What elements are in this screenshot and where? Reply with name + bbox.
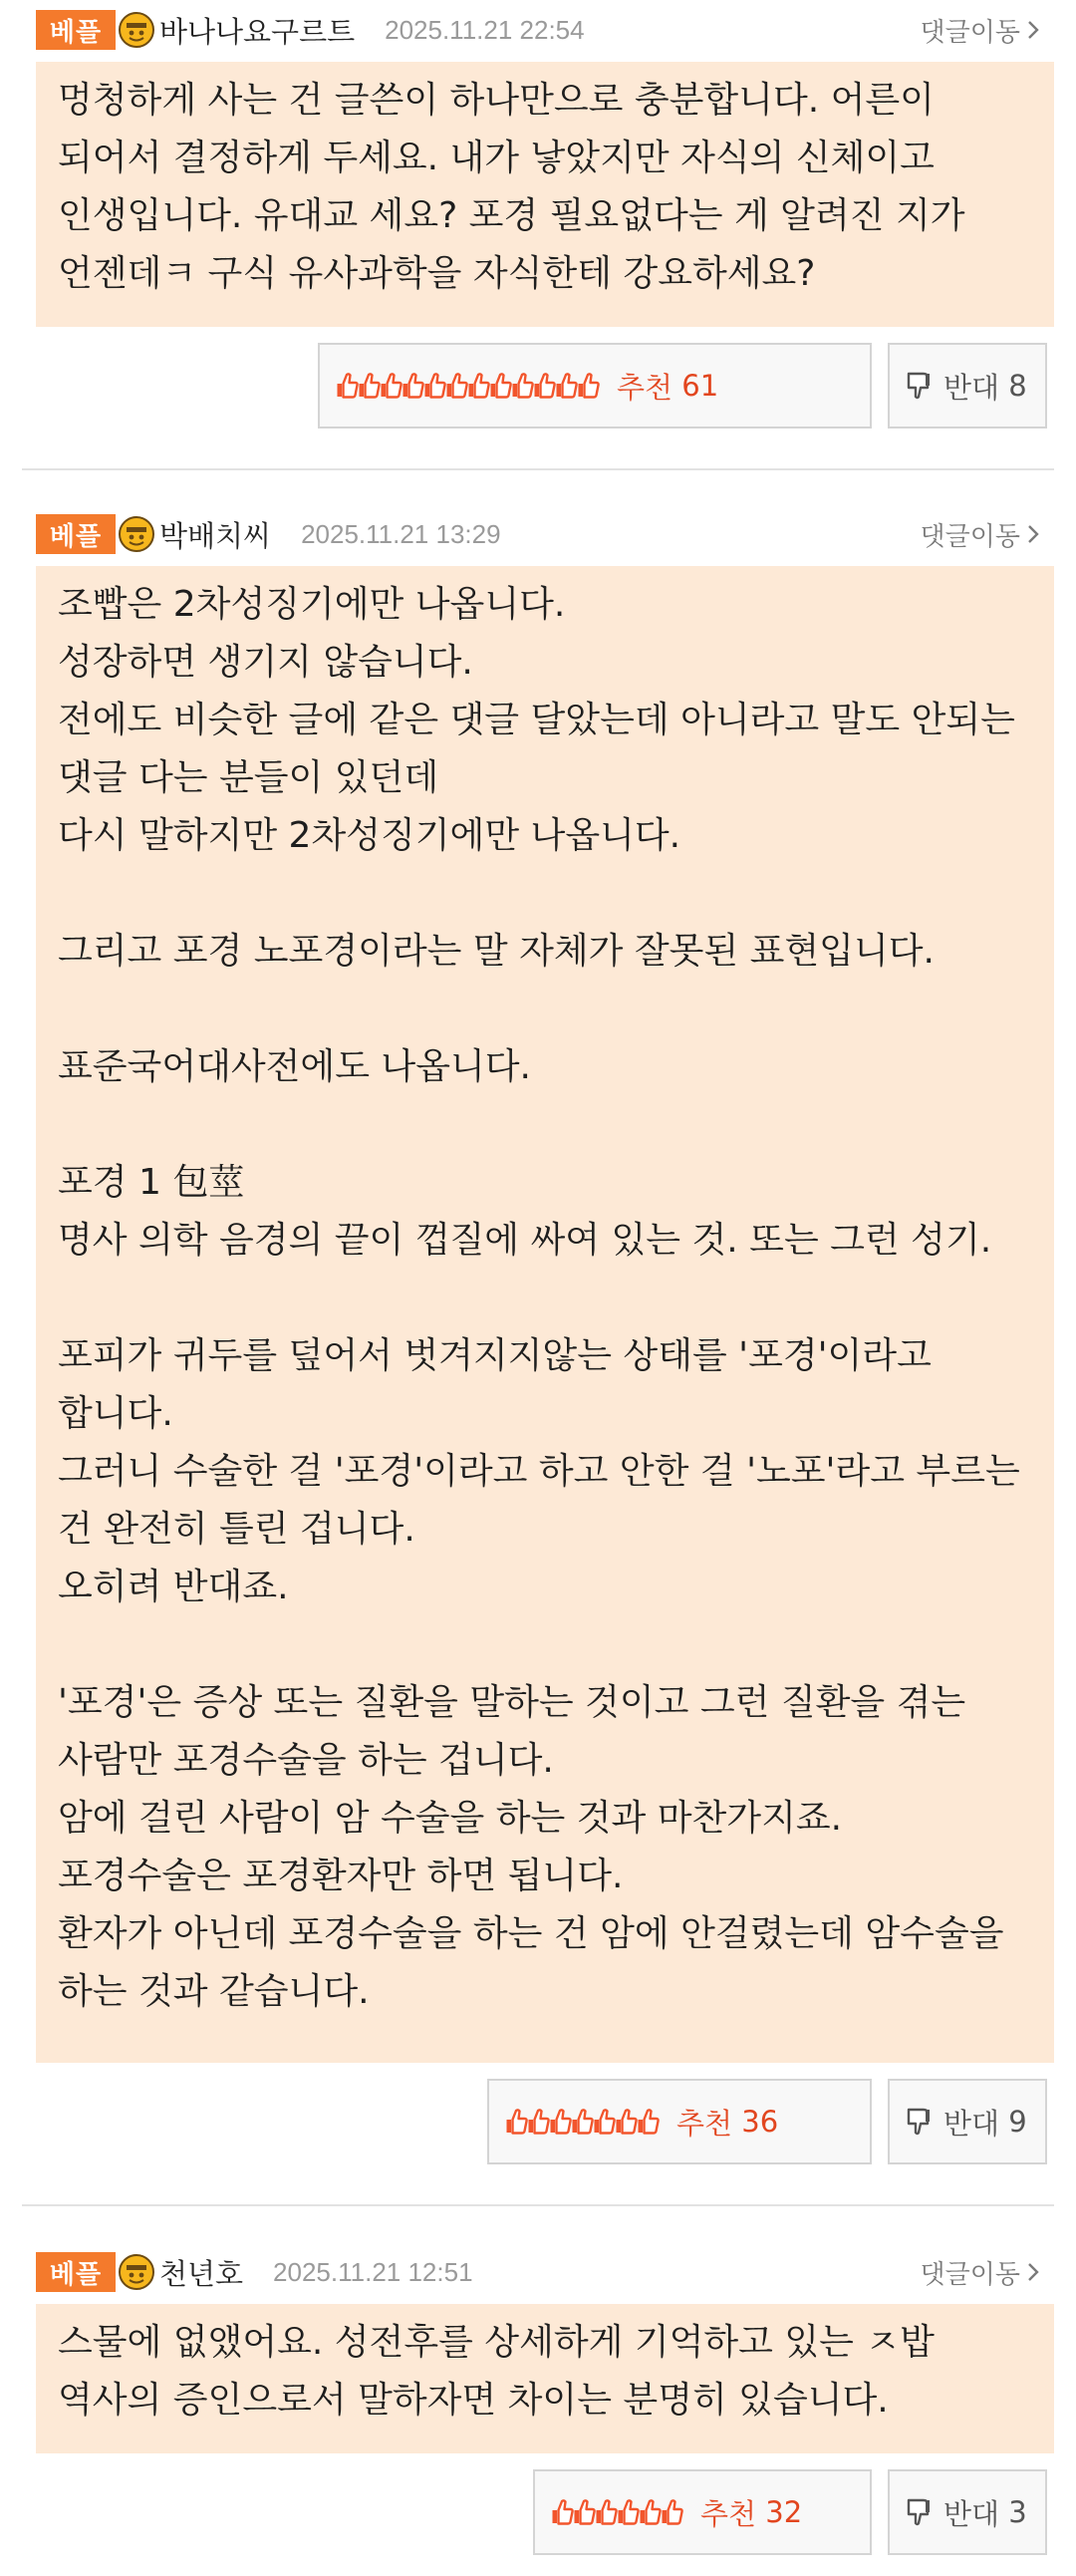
comment-date: 2025.11.21 12:51 [273, 2256, 473, 2287]
comment-text: 멍청하게 사는 건 글쓴이 하나만으로 충분합니다. 어른이 되어서 결정하게 두세요. 내가 낳았지만 자식의 신체이고 인생입니다. 유대교 세요? 포경 필요없다는 게 알려진 지가 언젠데ㅋ 구식 유사과학을 자식한테 강요하세요? [58, 80, 976, 294]
thumbs-up-icon [402, 372, 424, 400]
upvote-button[interactable] [487, 2079, 872, 2164]
comment-body [36, 566, 1054, 2063]
thumbs-up-icon [489, 372, 512, 400]
downvote-count: 3 [1008, 2495, 1027, 2529]
downvote-button[interactable] [888, 2079, 1047, 2164]
thumbs-up-icon [637, 2108, 660, 2136]
comment-body [36, 2304, 1054, 2453]
comment-header [36, 2242, 1040, 2302]
thumbs-up-icon [358, 372, 381, 400]
vote-row [318, 343, 1047, 429]
goto-comment-link[interactable] [921, 12, 1040, 49]
upvote-label: 추천 [676, 2106, 733, 2141]
comment-date: 2025.11.21 13:29 [301, 518, 501, 549]
thumbs-up-icons [505, 2108, 659, 2136]
thumbs-up-icon [511, 372, 534, 400]
thumbs-up-icon [336, 372, 359, 400]
downvote-count: 8 [1008, 369, 1027, 403]
thumbs-up-icon [380, 372, 403, 400]
thumbs-up-icon [555, 372, 578, 400]
thumbs-up-icon [533, 372, 556, 400]
comment-text: 조빱은 2차성징기에만 나옵니다. 성장하면 생기지 않습니다. 전에도 비슷한 글에 같은 댓글 달았는데 아니라고 말도 안되는 댓글 다는 분들이 있던데 다시 말하지만 2차성징기에만 나옵니다. 그리고 포경 노포경이라는 말 자체가 잘못된 표현입니다. 표준국어대사전에도 나옵니다. 포경 1 包莖 명사 의학 음경의 끝이 껍질에 싸여 있는 것. 또는 그런 성기. 포피가 귀두를 덮어서 벗겨지지않는 상태를 '포경'이라고 합니다. 그러니 수술한 걸 '포경'이라고 하고 안한 걸 '노포'라고 부르는 건 완전히 틀린 겁니다. 오히려 반대죠. '포경'은 증상 또는 질환을 말하는 것이고 그런 질환을 겪는 사람만 포경수술을 하는 겁니다. 암에 걸린 사람이 암 수술을 하는 것과 마찬가지죠. 포경수술은 포경환자만 하면 됩니다. 환자가 아닌데 포경수술을 하는 건 암에 안걸렸는데 암수술을 하는 것과 같습니다. [58, 584, 1020, 2012]
best-badge: 베플 [36, 2252, 116, 2292]
goto-label: 댓글이동 [920, 16, 1020, 47]
downvote-label: 반대 [943, 370, 1000, 405]
thumbs-up-icon [505, 2108, 528, 2136]
chevron-right-icon [1026, 2261, 1040, 2283]
upvote-count: 32 [765, 2495, 803, 2529]
thumbs-down-icon [906, 2497, 932, 2527]
goto-label: 댓글이동 [920, 520, 1020, 551]
comment-header [36, 504, 1040, 564]
thumbs-up-icon [661, 2498, 683, 2526]
level-icon [118, 2253, 155, 2291]
comment-2 [0, 504, 1076, 2204]
goto-comment-link[interactable] [921, 516, 1040, 553]
goto-label: 댓글이동 [920, 2258, 1020, 2289]
thumbs-down-icon [906, 371, 932, 401]
thumbs-up-icon [577, 372, 600, 400]
comment-divider [22, 2204, 1054, 2206]
upvote-count: 61 [681, 369, 719, 403]
comment-date: 2025.11.21 22:54 [385, 14, 585, 45]
thumbs-up-icon [549, 2108, 572, 2136]
nickname[interactable]: 천년호 [159, 2258, 244, 2291]
downvote-button[interactable] [888, 2469, 1047, 2555]
comment-body [36, 62, 1054, 327]
upvote-count: 36 [741, 2105, 779, 2139]
thumbs-up-icons [336, 372, 599, 400]
chevron-right-icon [1026, 523, 1040, 545]
comment-1 [0, 0, 1076, 468]
comment-divider [22, 468, 1054, 470]
thumbs-up-icons [551, 2498, 682, 2526]
thumbs-up-icon [639, 2498, 662, 2526]
downvote-button[interactable] [888, 343, 1047, 429]
downvote-label: 반대 [943, 2496, 1000, 2531]
thumbs-up-icon [617, 2498, 640, 2526]
upvote-button[interactable] [318, 343, 872, 429]
vote-row [533, 2469, 1047, 2555]
goto-comment-link[interactable] [921, 2254, 1040, 2291]
upvote-label: 추천 [617, 370, 673, 405]
thumbs-up-icon [551, 2498, 574, 2526]
upvote-label: 추천 [700, 2496, 757, 2531]
nickname[interactable]: 박배치씨 [159, 520, 272, 553]
thumbs-up-icon [467, 372, 490, 400]
thumbs-up-icon [571, 2108, 594, 2136]
chevron-right-icon [1026, 19, 1040, 41]
nickname[interactable]: 바나나요구르트 [159, 16, 356, 49]
vote-row [487, 2079, 1047, 2164]
thumbs-up-icon [595, 2498, 618, 2526]
comment-3 [0, 2242, 1076, 2576]
downvote-count: 9 [1008, 2105, 1027, 2139]
thumbs-up-icon [423, 372, 446, 400]
upvote-button[interactable] [533, 2469, 872, 2555]
best-badge: 베플 [36, 10, 116, 50]
thumbs-up-icon [445, 372, 468, 400]
level-icon [118, 11, 155, 49]
best-badge: 베플 [36, 514, 116, 554]
thumbs-up-icon [573, 2498, 596, 2526]
comment-text: 스물에 없앴어요. 성전후를 상세하게 기억하고 있는 ㅈ밥 역사의 증인으로서 말하자면 차이는 분명히 있습니다. [58, 2322, 946, 2421]
comment-header [36, 0, 1040, 60]
thumbs-up-icon [615, 2108, 638, 2136]
downvote-label: 반대 [943, 2106, 1000, 2141]
thumbs-up-icon [593, 2108, 616, 2136]
thumbs-up-icon [527, 2108, 550, 2136]
thumbs-down-icon [906, 2107, 932, 2137]
level-icon [118, 515, 155, 553]
